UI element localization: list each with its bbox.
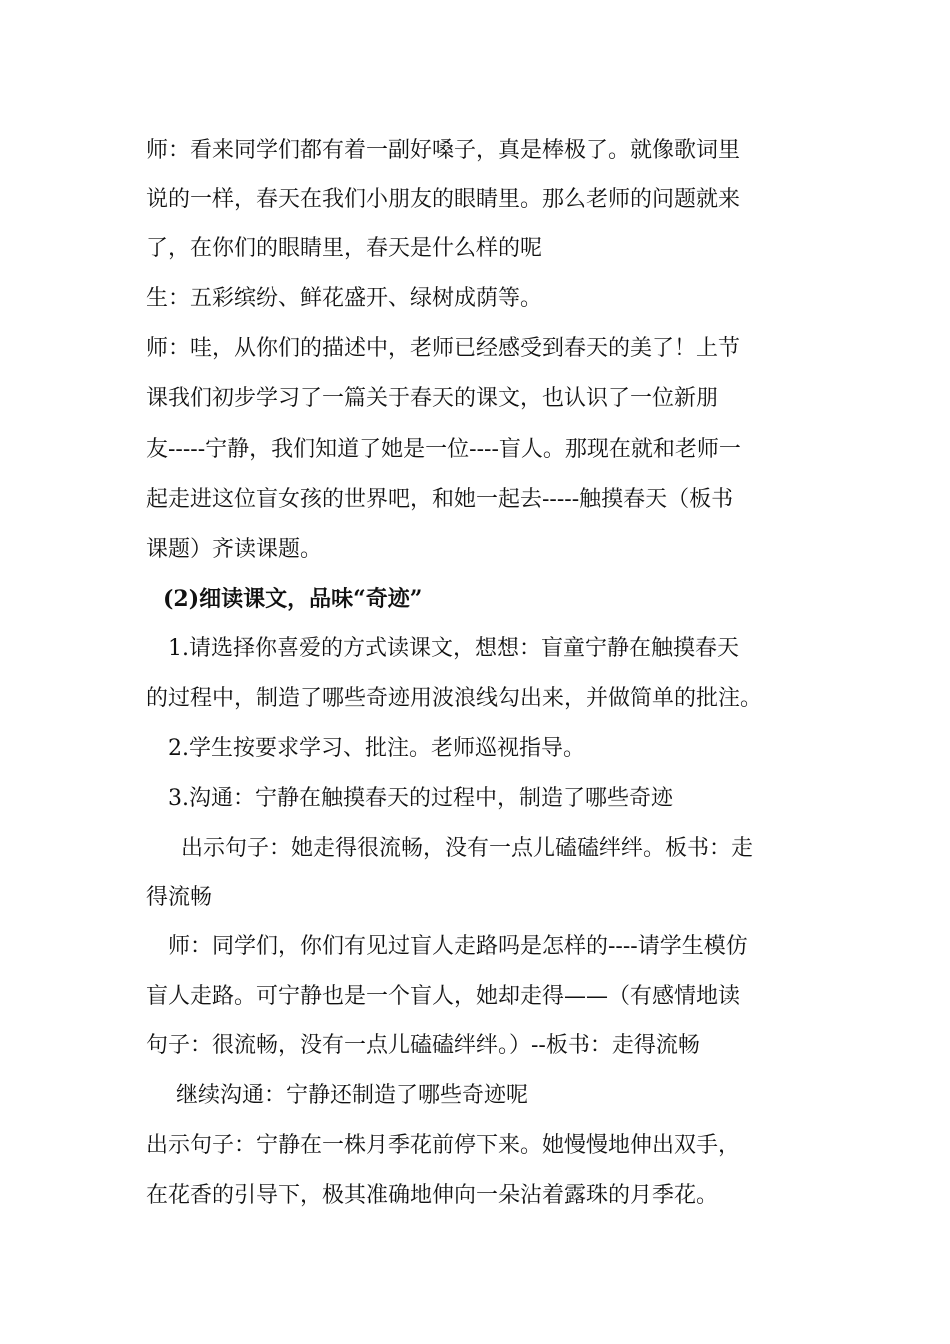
section-heading: (2)细读课文，品味“奇迹” bbox=[163, 586, 423, 612]
text-line: 师：同学们，你们有见过盲人走路吗是怎样的----请学生模仿 bbox=[168, 934, 748, 959]
text-line: 友-----宁静，我们知道了她是一位----盲人。那现在就和老师一 bbox=[146, 437, 741, 462]
text-line: 课题）齐读课题。 bbox=[146, 537, 323, 562]
text-line: 生：五彩缤纷、鲜花盛开、绿树成荫等。 bbox=[146, 286, 543, 311]
text-line: 出示句子：宁静在一株月季花前停下来。她慢慢地伸出双手， bbox=[146, 1133, 741, 1158]
text-line: 2.学生按要求学习、批注。老师巡视指导。 bbox=[168, 736, 585, 761]
text-line: 盲人走路。可宁静也是一个盲人，她却走得——（有感情地读 bbox=[146, 984, 741, 1009]
text-line: 师：哇，从你们的描述中，老师已经感受到春天的美了！上节 bbox=[146, 336, 741, 361]
text-line: 继续沟通：宁静还制造了哪些奇迹呢 bbox=[176, 1083, 529, 1108]
text-line: 课我们初步学习了一篇关于春天的课文，也认识了一位新朋 bbox=[146, 386, 719, 411]
text-line: 得流畅 bbox=[146, 885, 213, 910]
text-line: 3.沟通：宁静在触摸春天的过程中，制造了哪些奇迹 bbox=[168, 786, 673, 811]
text-line: 了，在你们的眼睛里，春天是什么样的呢 bbox=[146, 236, 543, 261]
text-line: 句子：很流畅，没有一点儿磕磕绊绊。）--板书：走得流畅 bbox=[146, 1033, 700, 1058]
text-line: 的过程中，制造了哪些奇迹用波浪线勾出来，并做简单的批注。 bbox=[146, 686, 763, 711]
text-line: 起走进这位盲女孩的世界吧，和她一起去-----触摸春天（板书 bbox=[146, 487, 734, 512]
text-line: 在花香的引导下，极其准确地伸向一朵沾着露珠的月季花。 bbox=[146, 1183, 719, 1208]
text-line: 1.请选择你喜爱的方式读课文，想想：盲童宁静在触摸春天 bbox=[168, 636, 739, 661]
text-line: 说的一样，春天在我们小朋友的眼睛里。那么老师的问题就来 bbox=[146, 187, 741, 212]
text-line: 出示句子：她走得很流畅，没有一点儿磕磕绊绊。板书：走 bbox=[181, 836, 754, 861]
text-line: 师：看来同学们都有着一副好嗓子，真是棒极了。就像歌词里 bbox=[146, 138, 741, 163]
